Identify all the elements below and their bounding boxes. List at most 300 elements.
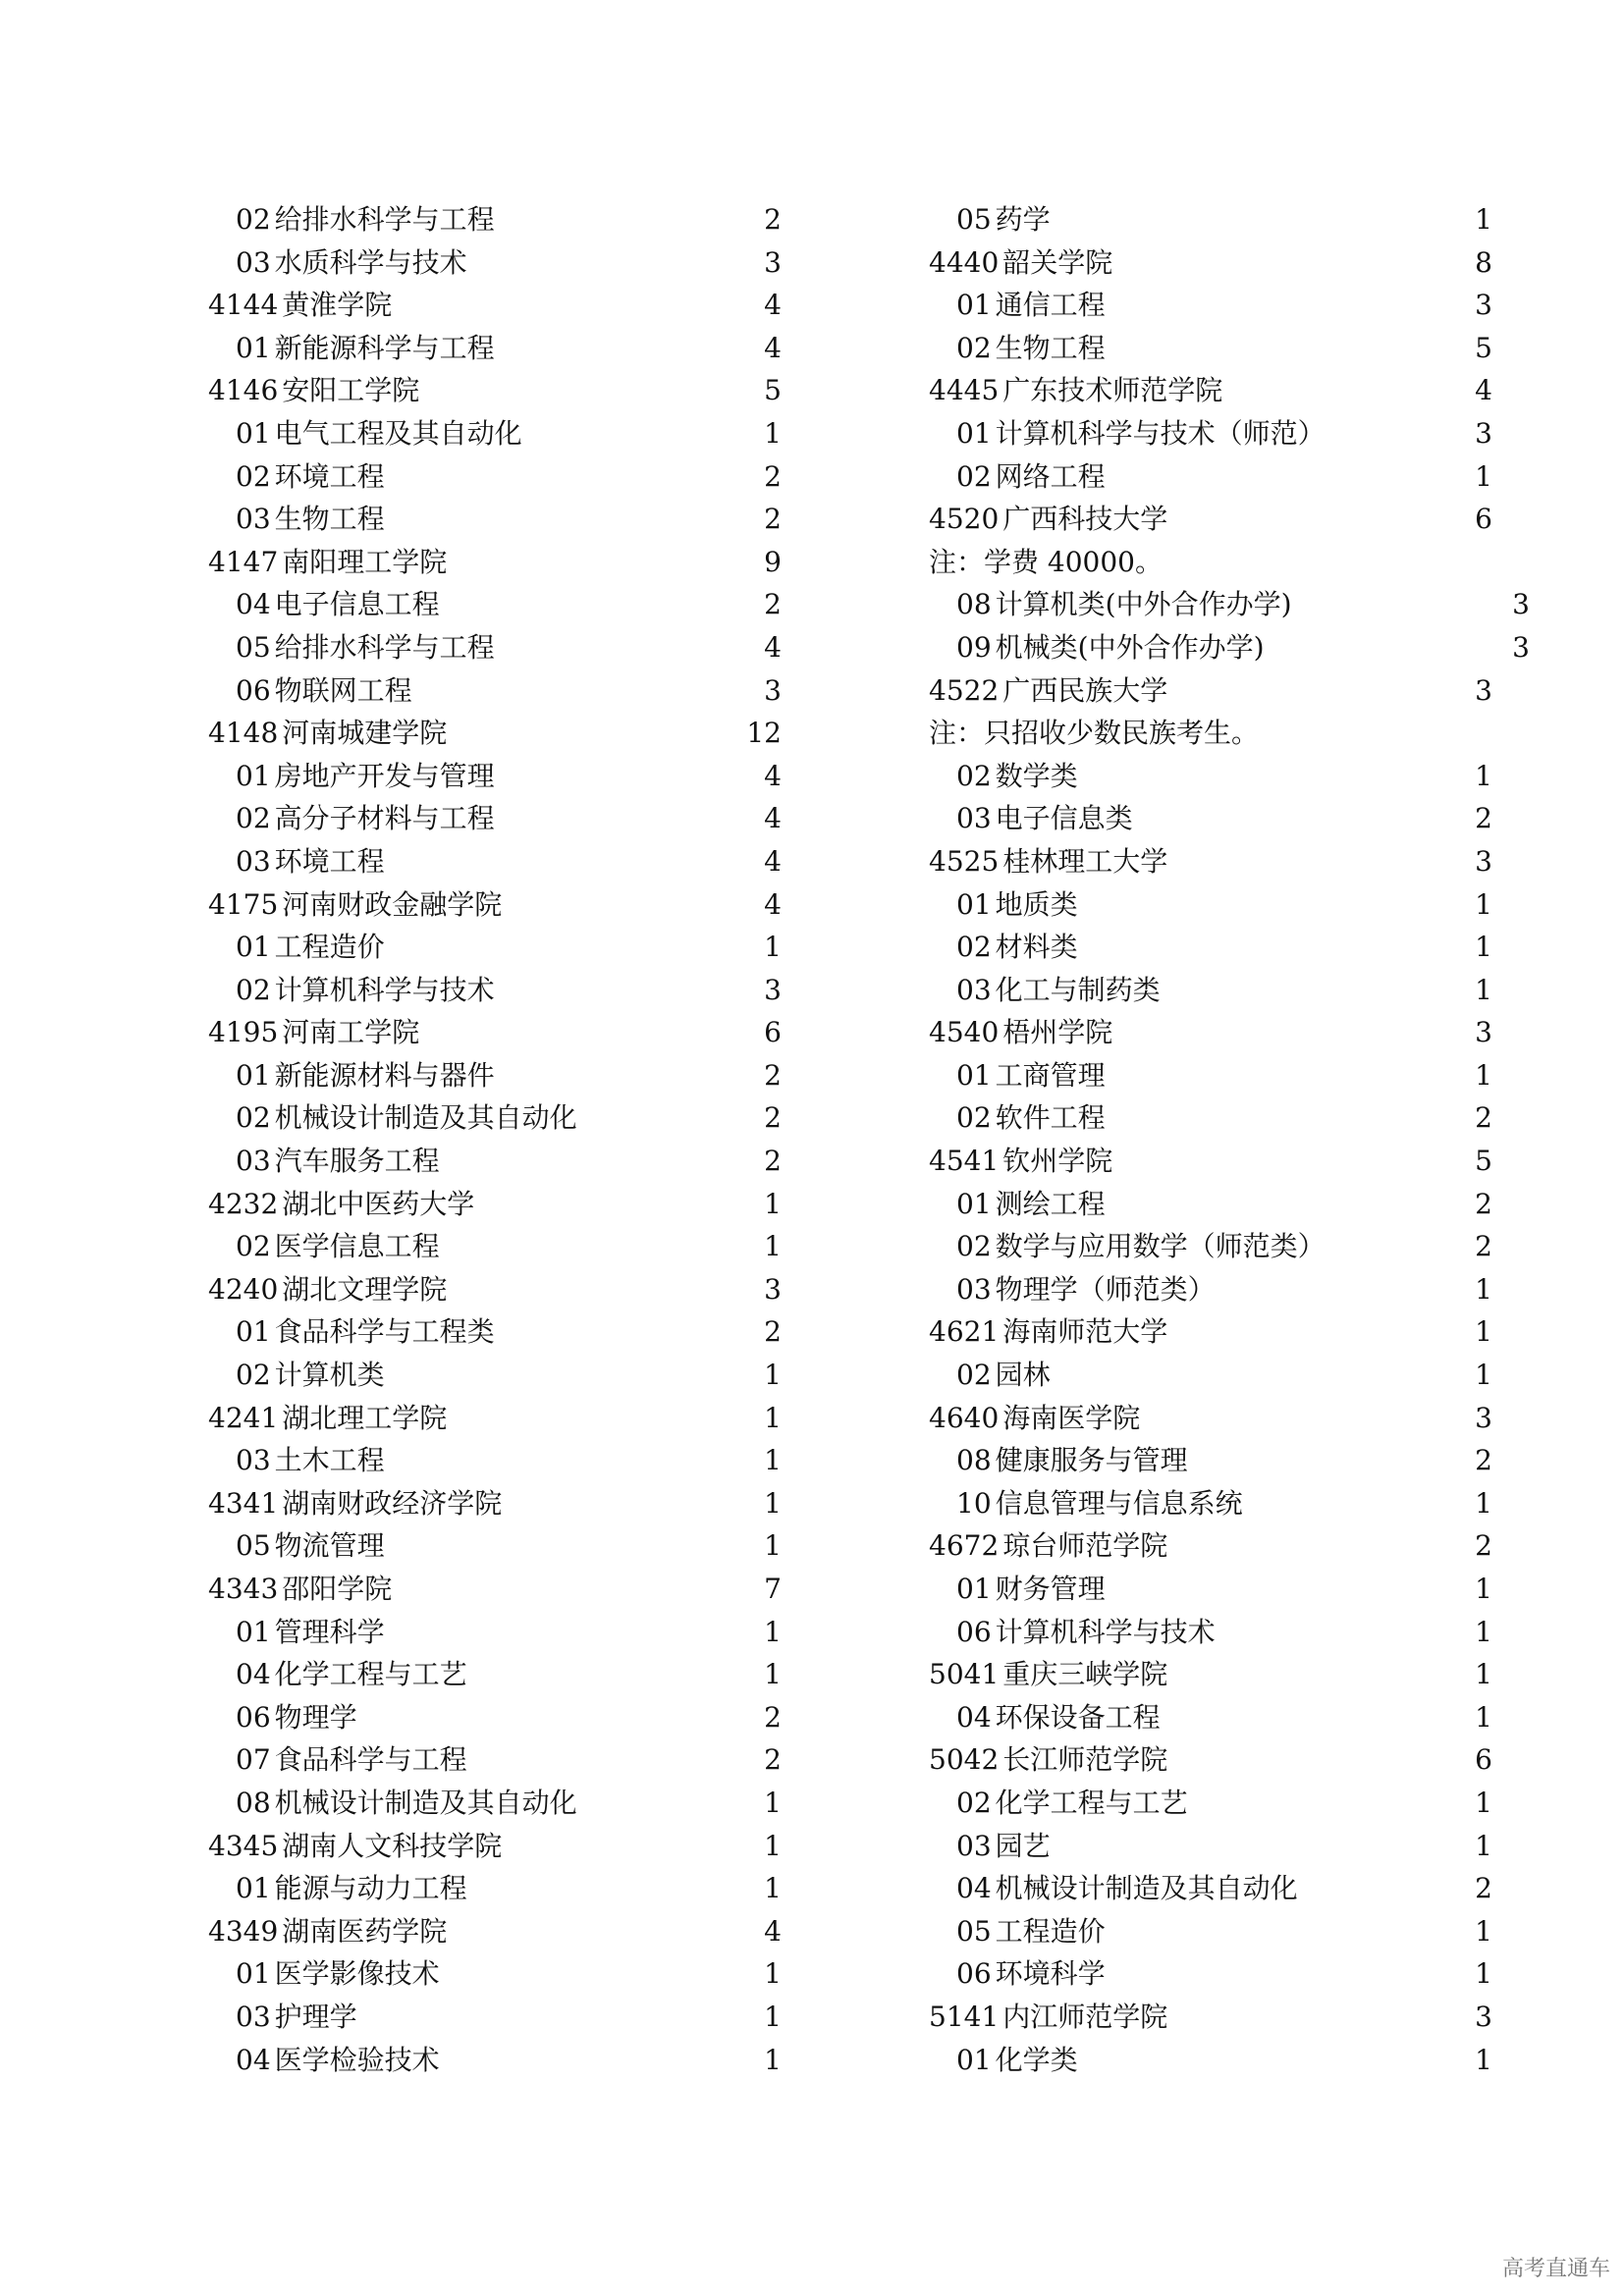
enrollment-count: 6 — [764, 1016, 782, 1049]
enrollment-count: 3 — [764, 245, 782, 279]
enrollment-count: 1 — [1475, 2043, 1492, 2076]
major-name: 电气工程及其自动化 — [274, 416, 522, 450]
enrollment-count: 4 — [764, 1914, 782, 1948]
major-row — [208, 1996, 789, 2039]
school-row — [929, 1996, 1500, 2039]
enrollment-count: 1 — [764, 1829, 782, 1862]
major-code: 10 — [956, 1486, 992, 1520]
major-name: 计算机类 — [274, 1359, 385, 1392]
major-code: 03 — [956, 1829, 992, 1862]
watermark: 高考直通车 — [1501, 2257, 1610, 2281]
major-name: 化学工程与工艺 — [995, 1786, 1188, 1819]
enrollment-count: 5 — [1475, 331, 1492, 364]
major-row — [208, 926, 789, 969]
school-name: 河南财政金融学院 — [282, 887, 503, 921]
major-name: 工商管理 — [995, 1058, 1106, 1092]
major-row — [929, 1354, 1500, 1397]
major-name: 环境工程 — [274, 459, 385, 493]
enrollment-count: 1 — [1475, 203, 1492, 236]
major-name: 地质类 — [995, 887, 1078, 921]
major-code: 03 — [956, 1272, 992, 1306]
major-code: 02 — [956, 1786, 992, 1819]
school-name: 桂林理工大学 — [1002, 844, 1168, 878]
major-name: 化学类 — [995, 2043, 1078, 2076]
major-name: 物理学 — [274, 1700, 357, 1734]
major-name: 环保设备工程 — [995, 1700, 1161, 1734]
major-name: 网络工程 — [995, 459, 1106, 493]
major-name: 工程造价 — [274, 931, 385, 964]
school-name: 邵阳学院 — [282, 1573, 393, 1605]
major-code: 02 — [956, 1230, 992, 1263]
major-name: 电子信息工程 — [274, 588, 440, 621]
major-row — [208, 2039, 789, 2082]
school-code: 4341 — [208, 1486, 279, 1520]
major-code: 01 — [236, 759, 271, 792]
school-code: 4240 — [208, 1272, 279, 1306]
major-code: 02 — [956, 1101, 992, 1135]
major-row — [929, 969, 1500, 1012]
major-row — [208, 1738, 789, 1782]
major-row — [929, 412, 1500, 455]
school-row — [208, 1482, 789, 1525]
note-text: 注：学费 40000。 — [929, 545, 1163, 578]
enrollment-count: 1 — [1475, 1700, 1492, 1734]
enrollment-count: 1 — [1475, 1058, 1492, 1092]
enrollment-count: 1 — [764, 1615, 782, 1648]
major-code: 06 — [236, 1700, 271, 1734]
enrollment-count: 1 — [764, 1957, 782, 1991]
enrollment-count: 3 — [764, 973, 782, 1006]
major-name: 健康服务与管理 — [995, 1444, 1188, 1477]
enrollment-count: 2 — [1475, 1444, 1492, 1477]
major-code: 03 — [236, 503, 271, 536]
major-name: 汽车服务工程 — [274, 1145, 440, 1178]
major-row — [929, 1910, 1500, 1953]
major-code: 01 — [956, 1187, 992, 1220]
major-name: 环境工程 — [274, 844, 385, 878]
major-row — [929, 1225, 1500, 1268]
school-code: 4672 — [929, 1529, 1000, 1563]
major-name: 能源与动力工程 — [274, 1872, 467, 1905]
enrollment-count: 1 — [1475, 887, 1492, 921]
enrollment-count: 1 — [764, 2000, 782, 2033]
school-code: 4175 — [208, 887, 279, 921]
major-code: 03 — [956, 802, 992, 835]
major-name: 物流管理 — [274, 1529, 385, 1563]
major-code: 09 — [956, 630, 992, 664]
school-name: 湖南人文科技学院 — [282, 1829, 503, 1862]
major-row — [208, 1140, 789, 1183]
major-row — [929, 755, 1500, 798]
enrollment-count: 4 — [1475, 374, 1492, 407]
major-row — [208, 498, 789, 541]
major-row — [929, 1183, 1500, 1226]
enrollment-count: 1 — [1475, 1573, 1492, 1605]
school-name: 海南师范大学 — [1002, 1315, 1168, 1349]
school-code: 4522 — [929, 673, 1000, 707]
enrollment-count: 2 — [764, 459, 782, 493]
major-row — [929, 583, 1530, 626]
enrollment-count: 2 — [1475, 1101, 1492, 1135]
major-code: 01 — [236, 416, 271, 450]
enrollment-count: 1 — [1475, 1914, 1492, 1948]
school-code: 5041 — [929, 1658, 1000, 1691]
school-name: 湖南财政经济学院 — [282, 1486, 503, 1520]
enrollment-count: 3 — [1512, 630, 1530, 664]
major-code: 02 — [236, 802, 271, 835]
enrollment-count: 1 — [1475, 931, 1492, 964]
note-text: 注：只招收少数民族考生。 — [929, 717, 1260, 750]
school-code: 4144 — [208, 289, 279, 322]
major-row — [208, 1310, 789, 1354]
major-row — [208, 840, 789, 883]
school-name: 河南工学院 — [282, 1016, 420, 1049]
school-code: 4525 — [929, 844, 1000, 878]
enrollment-count: 2 — [764, 588, 782, 621]
school-name: 湖南医药学院 — [282, 1914, 448, 1948]
school-row — [208, 1825, 789, 1868]
school-code: 4195 — [208, 1016, 279, 1049]
major-row — [929, 883, 1500, 927]
major-code: 05 — [956, 1914, 992, 1948]
enrollment-count: 2 — [1475, 1529, 1492, 1563]
enrollment-count: 1 — [1475, 759, 1492, 792]
major-row — [208, 1867, 789, 1910]
major-code: 08 — [956, 1444, 992, 1477]
school-code: 4540 — [929, 1016, 1000, 1049]
major-code: 02 — [236, 1101, 271, 1135]
major-code: 03 — [236, 1145, 271, 1178]
major-code: 02 — [236, 203, 271, 236]
major-row — [929, 797, 1500, 840]
major-name: 机械设计制造及其自动化 — [274, 1101, 577, 1135]
major-row — [208, 1952, 789, 1996]
enrollment-count: 1 — [764, 931, 782, 964]
school-row — [929, 1310, 1500, 1354]
major-code: 03 — [236, 1444, 271, 1477]
school-name: 广东技术师范学院 — [1002, 374, 1223, 407]
school-name: 湖北中医药大学 — [282, 1187, 475, 1220]
major-row — [208, 1096, 789, 1140]
enrollment-count: 2 — [764, 1058, 782, 1092]
note-row — [929, 712, 1500, 755]
enrollment-count: 1 — [764, 1401, 782, 1434]
school-code: 4343 — [208, 1573, 279, 1605]
school-name: 湖北文理学院 — [282, 1272, 448, 1306]
enrollment-count: 2 — [1475, 1230, 1492, 1263]
enrollment-count: 4 — [764, 759, 782, 792]
major-code: 06 — [956, 1615, 992, 1648]
major-code: 01 — [236, 931, 271, 964]
major-row — [929, 1439, 1500, 1482]
enrollment-count: 3 — [1475, 673, 1492, 707]
enrollment-count: 4 — [764, 630, 782, 664]
major-row — [208, 969, 789, 1012]
enrollment-count: 3 — [1475, 844, 1492, 878]
major-code: 07 — [236, 1743, 271, 1777]
school-row — [929, 840, 1500, 883]
school-name: 韶关学院 — [1002, 245, 1113, 279]
major-row — [929, 2039, 1500, 2082]
right-column — [929, 198, 1530, 2081]
enrollment-count: 3 — [1512, 588, 1530, 621]
major-name: 水质科学与技术 — [274, 245, 467, 279]
major-code: 04 — [236, 1658, 271, 1691]
major-name: 信息管理与信息系统 — [995, 1486, 1243, 1520]
school-code: 4349 — [208, 1914, 279, 1948]
enrollment-count: 1 — [1475, 1272, 1492, 1306]
major-row — [208, 1524, 789, 1568]
major-code: 06 — [956, 1957, 992, 1991]
enrollment-count: 3 — [1475, 1401, 1492, 1434]
major-row — [929, 284, 1500, 327]
enrollment-count: 1 — [764, 1359, 782, 1392]
enrollment-count: 3 — [764, 1272, 782, 1306]
enrollment-count: 4 — [764, 331, 782, 364]
major-name: 机械设计制造及其自动化 — [995, 1872, 1298, 1905]
school-code: 4146 — [208, 374, 279, 407]
school-name: 广西民族大学 — [1002, 673, 1168, 707]
major-name: 高分子材料与工程 — [274, 802, 495, 835]
major-name: 计算机类(中外合作办学) — [995, 588, 1292, 621]
major-code: 05 — [956, 203, 992, 236]
enrollment-count: 2 — [1475, 1187, 1492, 1220]
major-code: 03 — [236, 245, 271, 279]
major-row — [929, 198, 1500, 241]
major-name: 电子信息类 — [995, 802, 1133, 835]
major-name: 数学与应用数学（师范类） — [995, 1230, 1326, 1263]
major-row — [208, 198, 789, 241]
major-name: 给排水科学与工程 — [274, 630, 495, 664]
major-code: 01 — [236, 1615, 271, 1648]
major-row — [929, 1268, 1500, 1311]
enrollment-count: 4 — [764, 887, 782, 921]
school-row — [208, 712, 789, 755]
school-row — [929, 1524, 1500, 1568]
enrollment-count: 1 — [1475, 1615, 1492, 1648]
enrollment-count: 3 — [764, 673, 782, 707]
major-name: 计算机科学与技术 — [995, 1615, 1216, 1648]
major-name: 环境科学 — [995, 1957, 1106, 1991]
major-row — [929, 1696, 1500, 1739]
school-code: 4621 — [929, 1315, 1000, 1349]
enrollment-count: 1 — [1475, 1786, 1492, 1819]
school-name: 河南城建学院 — [282, 717, 448, 750]
major-name: 软件工程 — [995, 1101, 1106, 1135]
school-row — [929, 669, 1500, 713]
enrollment-count: 7 — [764, 1573, 782, 1605]
major-row — [208, 626, 789, 669]
major-code: 02 — [236, 1359, 271, 1392]
enrollment-count: 1 — [764, 416, 782, 450]
school-code: 5141 — [929, 2000, 1000, 2033]
enrollment-count: 1 — [1475, 459, 1492, 493]
enrollment-count: 12 — [746, 717, 782, 750]
school-code: 4147 — [208, 545, 279, 578]
school-code: 4520 — [929, 503, 1000, 536]
enrollment-count: 1 — [1475, 1486, 1492, 1520]
major-code: 03 — [236, 2000, 271, 2033]
school-row — [929, 498, 1500, 541]
enrollment-count: 8 — [1475, 245, 1492, 279]
major-name: 工程造价 — [995, 1914, 1106, 1948]
major-name: 园艺 — [995, 1829, 1051, 1862]
left-column — [208, 198, 789, 2081]
major-code: 01 — [236, 1058, 271, 1092]
school-code: 4440 — [929, 245, 1000, 279]
major-code: 05 — [236, 1529, 271, 1563]
school-row — [929, 1738, 1500, 1782]
major-name: 数学类 — [995, 759, 1078, 792]
note-row — [929, 541, 1500, 584]
enrollment-count: 1 — [764, 1872, 782, 1905]
major-row — [929, 327, 1500, 370]
enrollment-count: 1 — [764, 1786, 782, 1819]
enrollment-count: 4 — [764, 289, 782, 322]
major-name: 化学工程与工艺 — [274, 1658, 467, 1691]
major-code: 02 — [956, 759, 992, 792]
school-name: 琼台师范学院 — [1002, 1529, 1168, 1563]
major-code: 01 — [956, 1058, 992, 1092]
enrollment-count: 2 — [764, 203, 782, 236]
major-code: 04 — [236, 588, 271, 621]
major-code: 06 — [236, 673, 271, 707]
school-name: 重庆三峡学院 — [1002, 1658, 1168, 1691]
enrollment-count: 2 — [764, 1145, 782, 1178]
enrollment-count: 2 — [764, 1315, 782, 1349]
major-row — [929, 1952, 1500, 1996]
major-row — [208, 241, 789, 285]
school-code: 4241 — [208, 1401, 279, 1434]
school-row — [929, 241, 1500, 285]
school-code: 4148 — [208, 717, 279, 750]
major-code: 01 — [236, 1957, 271, 1991]
enrollment-count: 2 — [764, 503, 782, 536]
major-code: 03 — [956, 973, 992, 1006]
major-code: 04 — [956, 1700, 992, 1734]
school-row — [929, 1011, 1500, 1054]
enrollment-count: 3 — [1475, 289, 1492, 322]
major-code: 01 — [236, 1315, 271, 1349]
major-row — [208, 797, 789, 840]
major-code: 02 — [236, 459, 271, 493]
school-code: 4640 — [929, 1401, 1000, 1434]
enrollment-count: 2 — [764, 1743, 782, 1777]
major-name: 医学检验技术 — [274, 2043, 440, 2076]
major-row — [929, 1054, 1500, 1097]
enrollment-count: 1 — [764, 1486, 782, 1520]
school-name: 黄淮学院 — [282, 289, 393, 322]
major-row — [208, 412, 789, 455]
enrollment-count: 2 — [1475, 1872, 1492, 1905]
major-name: 生物工程 — [995, 331, 1106, 364]
major-row — [929, 626, 1530, 669]
major-name: 机械类(中外合作办学) — [995, 630, 1265, 664]
enrollment-count: 1 — [764, 1444, 782, 1477]
enrollment-count: 4 — [764, 802, 782, 835]
major-name: 护理学 — [274, 2000, 357, 2033]
major-code: 02 — [956, 1359, 992, 1392]
major-name: 财务管理 — [995, 1573, 1106, 1605]
major-name: 物理学（师范类） — [995, 1272, 1216, 1306]
major-code: 01 — [956, 2043, 992, 2076]
major-code: 02 — [956, 459, 992, 493]
school-code: 4345 — [208, 1829, 279, 1862]
school-code: 5042 — [929, 1743, 1000, 1777]
enrollment-count: 3 — [1475, 1016, 1492, 1049]
major-row — [929, 1568, 1500, 1611]
school-name: 梧州学院 — [1002, 1016, 1113, 1049]
enrollment-count: 2 — [1475, 802, 1492, 835]
major-row — [208, 1611, 789, 1654]
major-code: 01 — [236, 1872, 271, 1905]
major-code: 01 — [956, 416, 992, 450]
major-name: 化工与制药类 — [995, 973, 1161, 1006]
major-code: 08 — [236, 1786, 271, 1819]
enrollment-count: 1 — [1475, 973, 1492, 1006]
major-code: 05 — [236, 630, 271, 664]
major-name: 土木工程 — [274, 1444, 385, 1477]
school-row — [208, 1910, 789, 1953]
major-row — [208, 1054, 789, 1097]
major-code: 02 — [956, 331, 992, 364]
major-code: 01 — [236, 331, 271, 364]
school-name: 安阳工学院 — [282, 374, 420, 407]
school-name: 海南医学院 — [1002, 1401, 1141, 1434]
major-row — [208, 1225, 789, 1268]
enrollment-count: 3 — [1475, 416, 1492, 450]
major-code: 04 — [956, 1872, 992, 1905]
major-row — [929, 1825, 1500, 1868]
major-row — [208, 1696, 789, 1739]
school-row — [208, 1011, 789, 1054]
major-name: 材料类 — [995, 931, 1078, 964]
major-name: 食品科学与工程 — [274, 1743, 467, 1777]
enrollment-count: 6 — [1475, 1743, 1492, 1777]
major-row — [208, 669, 789, 713]
major-name: 新能源材料与器件 — [274, 1058, 495, 1092]
enrollment-count: 1 — [1475, 1359, 1492, 1392]
school-name: 广西科技大学 — [1002, 503, 1168, 536]
enrollment-count: 1 — [764, 1230, 782, 1263]
school-row — [208, 1183, 789, 1226]
enrollment-count: 5 — [764, 374, 782, 407]
major-row — [929, 1096, 1500, 1140]
enrollment-count: 3 — [1475, 2000, 1492, 2033]
major-code: 01 — [956, 887, 992, 921]
major-name: 给排水科学与工程 — [274, 203, 495, 236]
major-row — [208, 1653, 789, 1696]
major-code: 03 — [236, 844, 271, 878]
major-name: 生物工程 — [274, 503, 385, 536]
school-code: 4541 — [929, 1145, 1000, 1178]
school-row — [208, 284, 789, 327]
major-code: 04 — [236, 2043, 271, 2076]
major-name: 园林 — [995, 1359, 1051, 1392]
school-name: 南阳理工学院 — [282, 545, 448, 578]
enrollment-count: 1 — [764, 1658, 782, 1691]
major-row — [208, 1354, 789, 1397]
enrollment-count: 1 — [764, 1529, 782, 1563]
major-row — [208, 327, 789, 370]
enrollment-count: 5 — [1475, 1145, 1492, 1178]
major-row — [929, 455, 1500, 499]
major-name: 房地产开发与管理 — [274, 759, 495, 792]
major-name: 医学信息工程 — [274, 1230, 440, 1263]
major-row — [208, 583, 789, 626]
school-row — [929, 1397, 1500, 1440]
major-row — [929, 1782, 1500, 1825]
